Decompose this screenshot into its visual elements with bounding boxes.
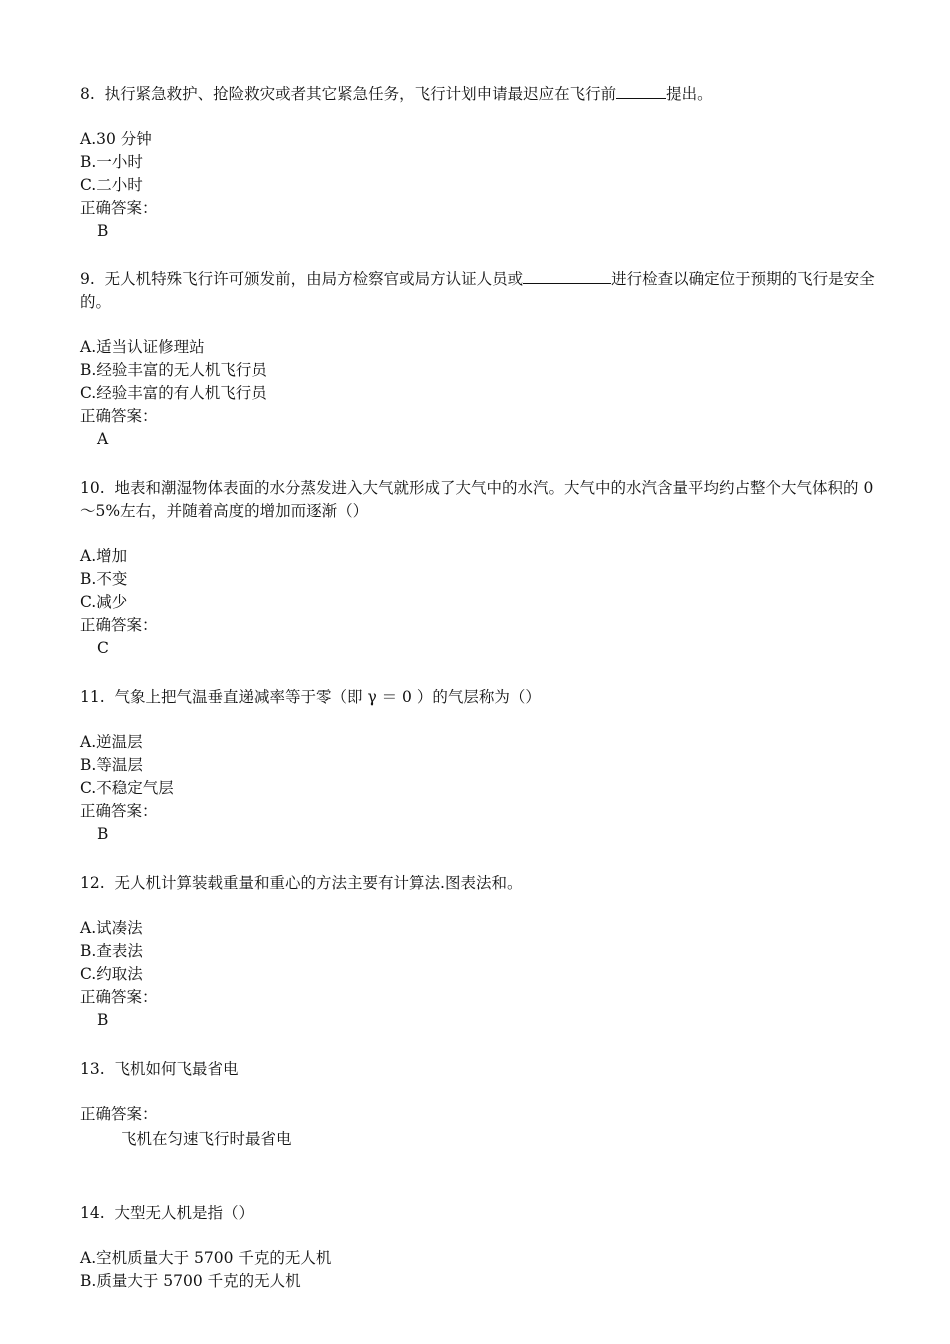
option-a: A.30 分钟 <box>80 130 152 148</box>
fill-in-blank <box>523 269 611 284</box>
question-text: 10. 地表和潮湿物体表面的水分蒸发进入大气就形成了大气中的水汽。大气中的水汽含量平均约占整个大气体积的 0～5%左右，并随着高度的增加而逐渐（） <box>80 479 874 520</box>
question-number: 8. <box>80 85 95 103</box>
options-list <box>80 545 880 660</box>
answer-section <box>80 1103 880 1151</box>
answer-label: 正确答案： <box>80 199 158 217</box>
question-14 <box>80 1202 880 1293</box>
question-number: 13. <box>80 1060 105 1078</box>
option-b: B.等温层 <box>80 756 143 774</box>
option-c: C.二小时 <box>80 176 143 194</box>
option-a: A.空机质量大于 5700 千克的无人机 <box>80 1249 332 1267</box>
fill-in-blank <box>616 84 666 99</box>
question-13 <box>80 1058 880 1151</box>
question-text: 13. 飞机如何飞最省电 <box>80 1060 239 1078</box>
option-b: B.不变 <box>80 570 128 588</box>
answer-value: 飞机在匀速飞行时最省电 <box>121 1130 292 1148</box>
question-10 <box>80 477 880 660</box>
option-c: C.经验丰富的有人机飞行员 <box>80 384 267 402</box>
question-text: 12. 无人机计算装载重量和重心的方法主要有计算法.图表法和。 <box>80 874 523 892</box>
answer-label: 正确答案： <box>80 1105 158 1123</box>
option-b: B.查表法 <box>80 942 143 960</box>
answer-value: B <box>97 1011 109 1029</box>
question-text: 8. 执行紧急救护、抢险救灾或者其它紧急任务，飞行计划申请最迟应在飞行前 提出。 <box>80 85 713 103</box>
question-number: 9. <box>80 270 95 288</box>
option-c: C.不稳定气层 <box>80 779 174 797</box>
question-9 <box>80 268 880 451</box>
answer-label: 正确答案： <box>80 407 158 425</box>
options-list <box>80 731 880 846</box>
answer-label: 正确答案： <box>80 988 158 1006</box>
option-c: C.约取法 <box>80 965 143 983</box>
question-text: 14. 大型无人机是指（） <box>80 1204 255 1222</box>
options-list <box>80 1247 880 1293</box>
question-11 <box>80 686 880 846</box>
answer-label: 正确答案： <box>80 616 158 634</box>
answer-value: B <box>97 222 109 240</box>
question-text: 11. 气象上把气温垂直递减率等于零（即 γ ＝ 0 ）的气层称为（） <box>80 688 541 706</box>
option-b: B.一小时 <box>80 153 143 171</box>
answer-value: A <box>97 430 109 448</box>
answer-label: 正确答案： <box>80 802 158 820</box>
option-a: A.增加 <box>80 547 128 565</box>
option-b: B.质量大于 5700 千克的无人机 <box>80 1272 301 1290</box>
answer-value: C <box>97 639 109 657</box>
question-8 <box>80 83 880 243</box>
question-number: 12. <box>80 874 105 892</box>
options-list <box>80 336 880 451</box>
question-text: 9. 无人机特殊飞行许可颁发前，由局方检察官或局方认证人员或 进行检查以确定位于预期的飞行是安全的。 <box>80 270 875 311</box>
answer-value: B <box>97 825 109 843</box>
option-c: C.减少 <box>80 593 128 611</box>
question-number: 10. <box>80 479 105 497</box>
question-12 <box>80 872 880 1032</box>
question-number: 14. <box>80 1204 105 1222</box>
options-list <box>80 917 880 1032</box>
option-a: A.适当认证修理站 <box>80 338 205 356</box>
option-b: B.经验丰富的无人机飞行员 <box>80 361 267 379</box>
option-a: A.试凑法 <box>80 919 143 937</box>
options-list <box>80 128 880 243</box>
option-a: A.逆温层 <box>80 733 143 751</box>
question-number: 11. <box>80 688 105 706</box>
